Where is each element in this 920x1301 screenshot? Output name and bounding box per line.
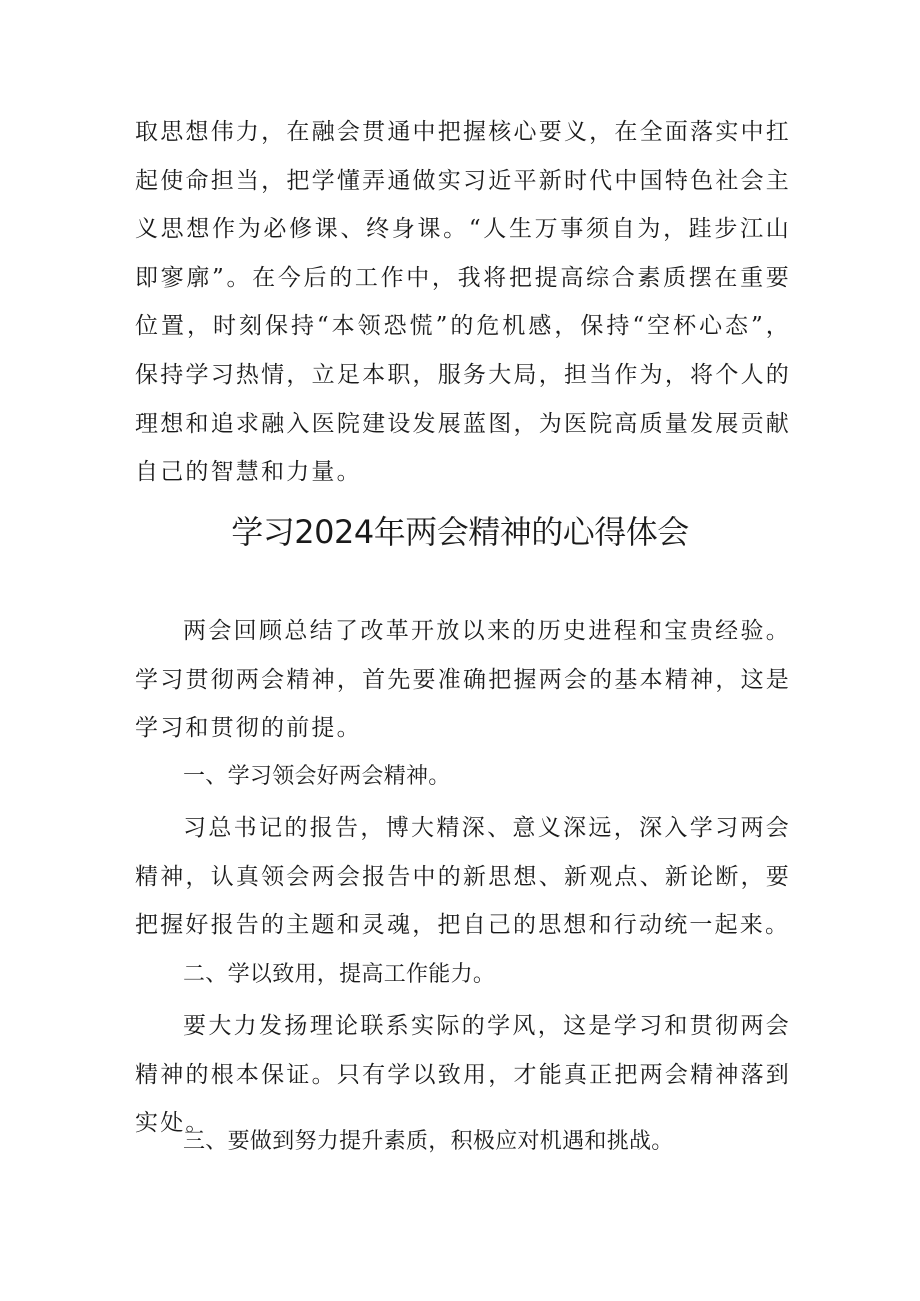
continuation-paragraph: 取思想伟力，在融会贯通中把握核心要义，在全面落实中扛起使命担当，把学懂弄通做实习近平新时代中国特色社会主义思想作为必修课、终身课。“人生万事须自为，跬步江山即寥廓”。在今后的工作中，我将把提高综合素质摆在重要位置，时刻保持“本领恐慌”的危机感，保持“空杯心态”，保持学习热情，立足本职，服务大局，担当作为，将个人的理想和追求融入医院建设发展蓝图，为医院高质量发展贡献自己的智慧和力量。 xyxy=(135,119,791,486)
section-heading-3: 三、要做到努力提升素质，积极应对机遇和挑战。 xyxy=(183,1129,674,1154)
intro-paragraph: 两会回顾总结了改革开放以来的历史进程和宝贵经验。学习贯彻两会精神，首先要准确把握两会的基本精神，这是学习和贯彻的前提。 xyxy=(135,618,791,742)
section-body-2: 要大力发扬理论联系实际的学风，这是学习和贯彻两会精神的根本保证。只有学以致用，才能真正把两会精神落到实处。 xyxy=(135,1013,791,1137)
section-heading-2: 二、学以致用，提高工作能力。 xyxy=(183,962,496,987)
section-body-1: 习总书记的报告，博大精深、意义深远，深入学习两会精神，认真领会两会报告中的新思想、新观点、新论断，要把握好报告的主题和灵魂，把自己的思想和行动统一起来。 xyxy=(135,815,791,939)
document-title: 学习2024年两会精神的心得体会 xyxy=(231,513,689,551)
section-heading-1: 一、学习领会好两会精神。 xyxy=(183,764,451,789)
